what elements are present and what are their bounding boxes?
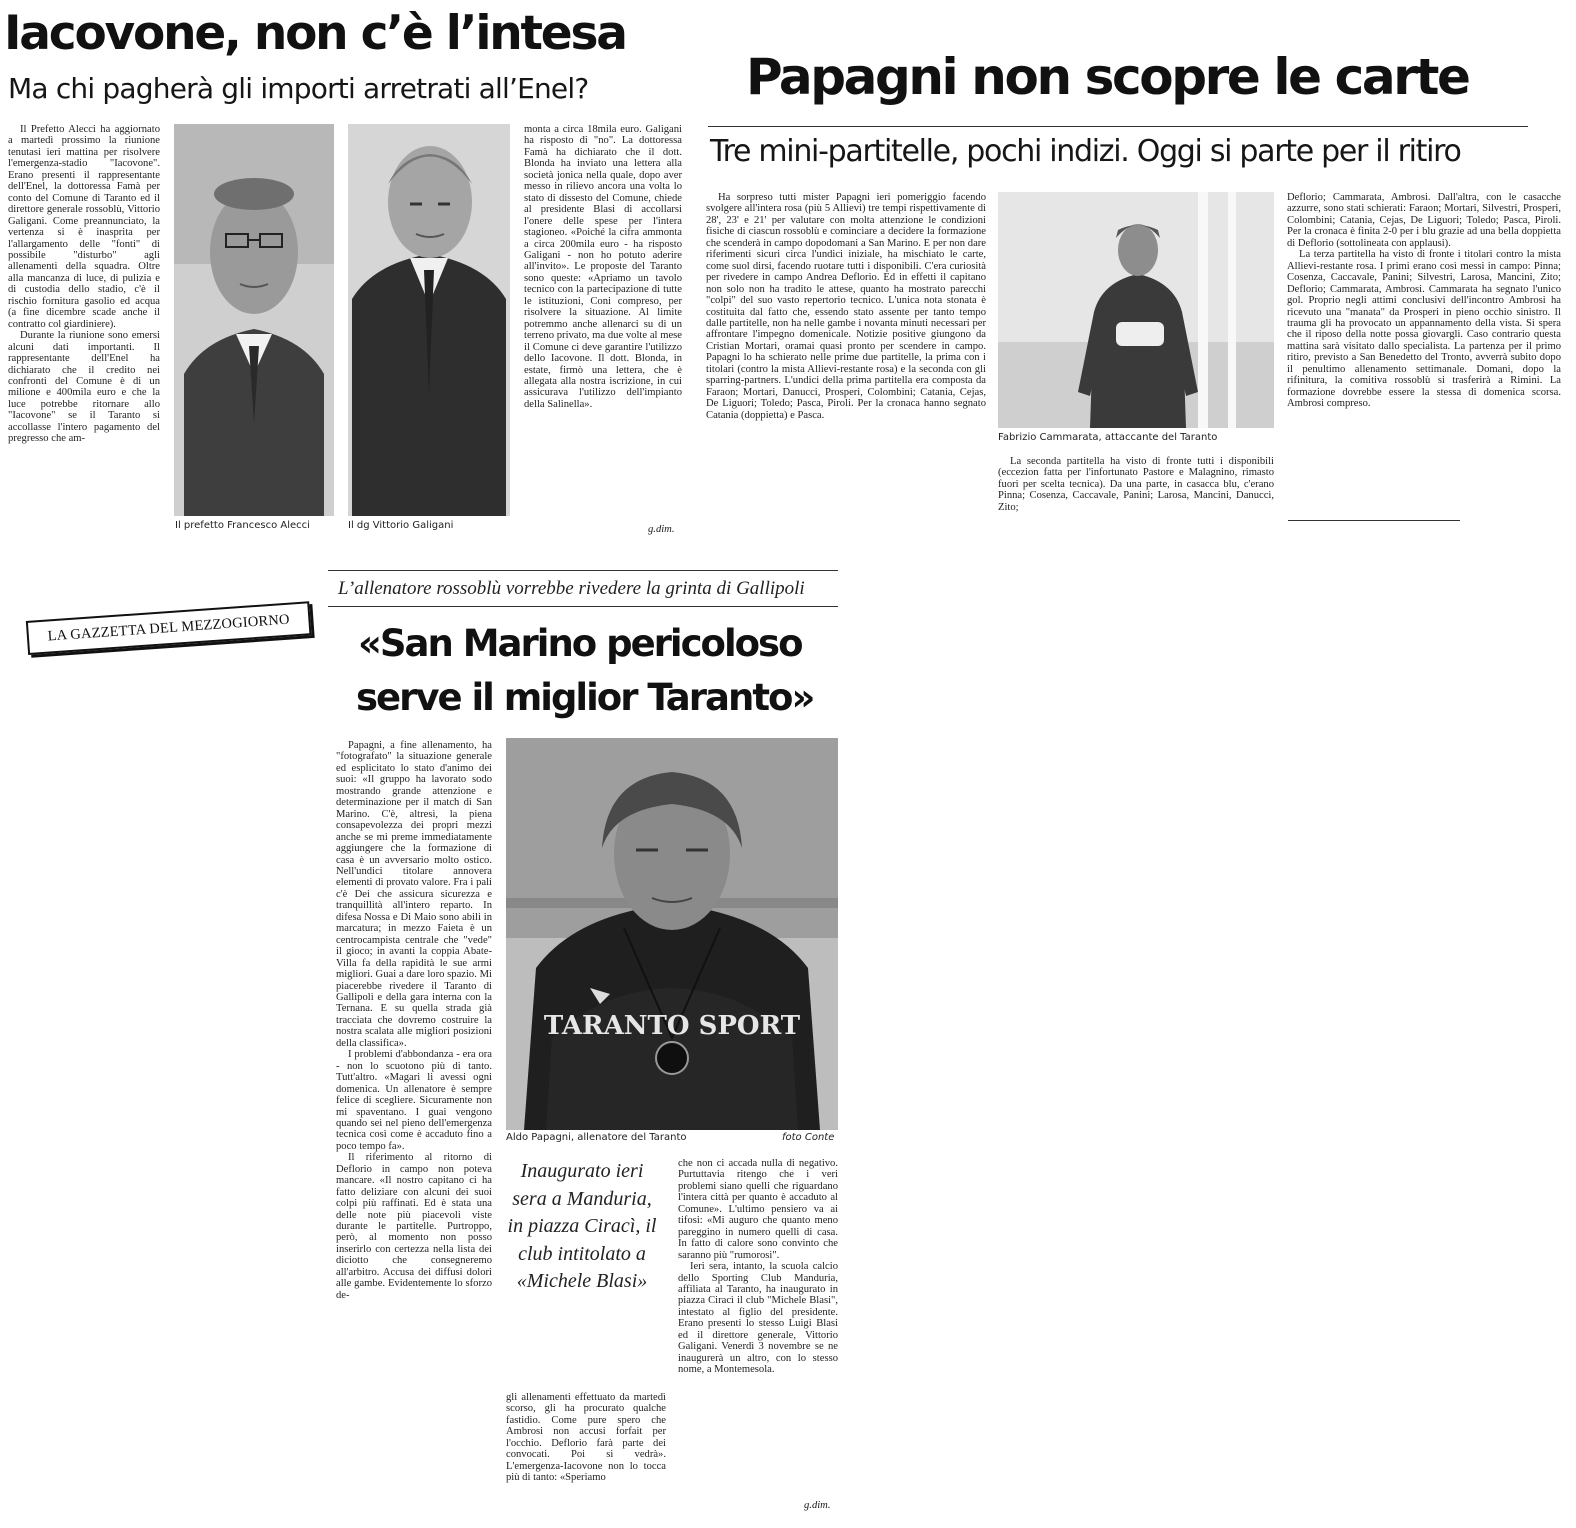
article1-paragraph: Durante la riunione sono emersi alcuni dati importanti. Il rappresentante dell'Enel ha dichiarato che il credito nei confronti del Comune è di un milione e 400mila euro e che la luce potrebbe ritornare allo "Iacovone" se il Taranto si accollasse l'intero pagamento del pregresso che am- (8, 330, 160, 445)
article2-paragraph: La seconda partitella ha visto di fronte tutti i disponibili (eccezion fatta per l'infortunato Pastore e Malagnino, rimasto fuori per scelta tecnica). Da una parte, in casacca blu, c'erano Pinna; Cosenza, Caccavale, Panini; Larosa, Mancini, Danucci, Zito; (998, 456, 1274, 513)
newspaper-logo-text: LA GAZZETTA DEL MEZZOGIORNO (47, 611, 291, 645)
article2-headline: Papagni non scopre le carte (746, 48, 1469, 106)
article3-top-rule (328, 570, 838, 571)
article3-paragraph: Ieri sera, intanto, la scuola calcio dello Sporting Club Manduria, affiliata al Taranto, ha inaugurato in piazza Ciracì il club "Michele Blasi", intestato al figlio del presidente. Erano presenti lo stesso Luigi Blasi ed il direttore generale, Vittorio Galigani. Venerdì 3 novembre se ne inaugurerà un altro, con lo stesso nome, a Montemesola. (678, 1261, 838, 1376)
galigani-caption: Il dg Vittorio Galigani (348, 520, 454, 531)
article3-paragraph: Papagni, a fine allenamento, ha "fotografato" la situazione generale ed esplicitato lo stato d'animo dei suoi: «Il gruppo ha lavorato sodo mostrando grande attenzione e determinazione per il match di San Marino. C'è, altresì, la piena consapevolezza dei propri mezzi anche se mi preme immediatamente aggiungere che la formazione di casa è un avversario molto ostico. Nell'undici titolare annovera elementi di provato valore. Fra i pali c'è Dei che assicura sicurezza e tranquillità all'intero reparto. In difesa Nossa e Di Maio sono abili in marcatura; in mezzo Faieta è un centrocampista centrale che "vede" il gioco; in avanti la coppia Abate-Villa fa della rapidità le sue armi migliori. Guai a dare loro spazio. Mi piacerebbe rivedere il Taranto di Gallipoli e della gara interna con la Ternana. E su quella strada già tracciata che dovremo costruire la nostra scalata alle migliori posizioni della classifica». (336, 740, 492, 1049)
article3-column-3 (678, 1158, 838, 1498)
article1-column-1 (8, 124, 160, 536)
papagni-shirt-text: TARANTO SPORT (543, 1011, 801, 1041)
papagni-photo-credit: foto Conte (782, 1132, 835, 1143)
article3-kicker: L’allenatore rossoblù vorrebbe rivedere la grinta di Gallipoli (338, 578, 805, 599)
article2-column-3 (1287, 192, 1561, 502)
article2-subhead: Tre mini-partitelle, pochi indizi. Oggi si parte per il ritiro (710, 134, 1461, 169)
article2-paragraph: Deflorio; Cammarata, Ambrosi. Dall'altra, con le casacche azzurre, sono stati schierati: Faraon; Mortari, Silvestri, Prosperi, Colombini; Catania, Cejas, De Liguori; Toledo; Pasca, Piroli. Per la cronaca è finita 2-0 per i blu grazie ad una bella doppietta di Deflorio (sottolineata con applausi). (1287, 192, 1561, 249)
article2-paragraph: La terza partitella ha visto di fronte i titolari contro la mista Allievi-restante rosa. I primi erano così messi in campo: Pinna; Cosenza, Caccavale, Panini; Silvestri, Larosa, Mancini, Zito; Deflorio; Cammarata, Ambrosi. Cammarata ha segnato l'unico gol. Proprio negli attimi conclusivi dell'incontro Ambrosi ha ricevuto una "manata" da Prosperi in pieno occhio sinistro. Il trauma gli ha provocato un appannamento della vista. Si spera che il riposo della notte possa giovargli. Caso contrario questa mattina sarà visitato dallo specialista. La partenza per il primo ritiro, previsto a San Benedetto del Tronto, avverrà subito dopo il penultimo allenamento settimanale. Domani, dopo la rifinitura, la comitiva rossoblù si trasferirà a Rimini. La formazione dovrebbe essere la stessa di domenica scorsa. Ambrosi compreso. (1287, 249, 1561, 410)
papagni-photo (506, 738, 838, 1130)
article1-paragraph: Il Prefetto Alecci ha aggiornato a martedì prossimo la riunione tenutasi ieri mattina per risolvere l'emergenza-stadio "Iacovone". Erano presenti il rappresentante dell'Enel, la dottoressa Famà per conto del Comune di Taranto ed il direttore generale rossoblù, Vittorio Galigani. Come preannunciato, la vertenza si è inasprita per l'allargamento delle "fonti" di possibile "disturbo" agli allenamenti della squadra. Oltre alla mancanza di luce, di pulizia e di custodia dello stadio, c'è il rischio fornitura gasolio ed acqua (a fine dicembre scade anche il contratto col giardiniere). (8, 124, 160, 330)
article3-headline-line-1: «San Marino pericoloso (358, 622, 802, 665)
article1-column-2 (524, 124, 682, 524)
article3-byline: g.dim. (804, 1500, 831, 1511)
article3-paragraph: che non ci accada nulla di negativo. Purtuttavia ritengo che i veri problemi siano quelli che riguardano l'intera città per quanto è accaduto al Comune». L'ultimo pensiero va ai tifosi: «Mi auguro che quanto meno pareggino in numero quelli di casa. In fatto di calore sono convinto che saranno più "rumorosi". (678, 1158, 838, 1261)
article2-column-1 (706, 192, 986, 522)
papagni-caption: Aldo Papagni, allenatore del Taranto (506, 1132, 687, 1143)
article3-column-2 (506, 1392, 666, 1514)
article3-kicker-rule (328, 606, 838, 607)
article3-paragraph: I problemi d'abbondanza - era ora - non lo scuotono più di tanto. Tutt'altro. «Magari li avessi ogni domenica. Un allenatore è sempre felice di scegliere. Sicuramente non mi spaventano. I guai vengono quando sei nel pieno dell'emergenza tecnica così come è accaduto fino a poco tempo fa». (336, 1049, 492, 1152)
article1-headline: Iacovone, non c’è l’intesa (4, 6, 626, 61)
article3-paragraph: gli allenamenti effettuato da martedì scorso, gli ha procurato qualche fastidio. Come pure spero che Ambrosi non accusi forfait per l'occhio. Deflorio farà parte dei convocati. Poi si vedrà». L'emergenza-Iacovone non lo tocca più di tanto: «Speriamo (506, 1392, 666, 1484)
newspaper-logo (26, 601, 312, 655)
alecci-caption: Il prefetto Francesco Alecci (175, 520, 310, 531)
article2-rule (708, 126, 1528, 127)
article3-column-1 (336, 740, 492, 1515)
article1-subhead: Ma chi pagherà gli importi arretrati all’Enel? (8, 72, 589, 105)
article3-headline-line-2: serve il miglior Taranto» (356, 676, 814, 719)
galigani-photo (348, 124, 510, 516)
article2-column-2 (998, 456, 1274, 526)
article1-byline: g.dim. (648, 524, 675, 535)
article3-paragraph: Il riferimento al ritorno di Deflorio in campo non poteva mancare. «Il nostro capitano ci ha fatto deliziare con alcuni dei suoi colpi più raffinati. Ed è stata una delle note più piacevoli viste durante le partitelle. Purtroppo, però, al momento non posso inserirlo con certezza nella lista dei diciotto che consegneremo all'arbitro. Accusa dei diffusi dolori alle gambe. Evidentemente lo sforzo de- (336, 1152, 492, 1301)
alecci-photo (174, 124, 334, 516)
article3-pullquote: Inaugurato ieri sera a Manduria, in piazza Ciracì, il club intitolato a «Michele Blasi» (507, 1160, 657, 1292)
cammarata-caption: Fabrizio Cammarata, attaccante del Taranto (998, 432, 1218, 443)
article1-paragraph: monta a circa 18mila euro. Galigani ha risposto di "no". La dottoressa Famà ha dichiarato che il dott. Blonda ha inviato una lettera alla società jonica nella quale, dopo aver messo in rilievo ancora una volta lo stato di dissesto del Comune, chiede al presidente Blasi di accollarsi l'onere delle spese per l'intera stagioneo. «Poiché la cifra ammonta a circa 200mila euro - ha risposto Galigani - non ho potuto aderire all'invito». Le proposte del Taranto sono queste: «Apriamo un tavolo tecnico con la partecipazione di tutte le istituzioni, Coni compreso, per risolvere la situazione. Al limite potremmo anche allenarci su di un terreno privato, ma due volte al mese il Comune ci deve garantire l'utilizzo dello Iacovone. Il dott. Blonda, in estate, firmò una lettera, che è allegata alla nostra iscrizione, in cui assicurava l'utilizzo dell'impianto della Salinella». (524, 124, 682, 410)
cammarata-photo (998, 192, 1274, 428)
article2-end-rule (1288, 520, 1460, 521)
article2-paragraph: Ha sorpreso tutti mister Papagni ieri pomeriggio facendo svolgere all'intera rosa (più 5 Allievi) tre tempi rispettivamente di 28', 23' e 21' per valutare con molta attenzione le condizioni fisiche di ciascun rossoblù e cominciare a decidere la formazione che scenderà in campo dopodomani a San Marino. E per non dare riferimenti sicuri circa l'undici iniziale, ha mischiato le carte, come suol dirsi, facendo ruotare tutti i disponibili. C'era curiosità per rivedere in campo Andrea Deflorio. Ed in effetti il capitano non solo non ha tradito le attese, quanto ha mostrato parecchi "colpi" del suo vasto repertorio tecnico. L'unica nota stonata è costituita dal fatto che, essendo stato assente per tanto tempo dalle partitelle, non ha nelle gambe i novanta minuti necessari per affrontare l'impegno domenicale. Notizie positive giungono da Cristian Mortari, oramai quasi pronto per scendere in campo. Papagni lo ha schierato nelle prime due partitelle, la prima con i titolari (contro la mista Allievi-restante rosa) e la seconda con gli sparring-partners. L'undici della prima partitella era composta da Faraon; Mortari, Danucci, Prosperi, Colombini; Catania, Cejas, De Liguori; Toledo; Pasca, Piroli. Per la cronaca hanno segnato Catania (doppietta) e Pasca. (706, 192, 986, 421)
